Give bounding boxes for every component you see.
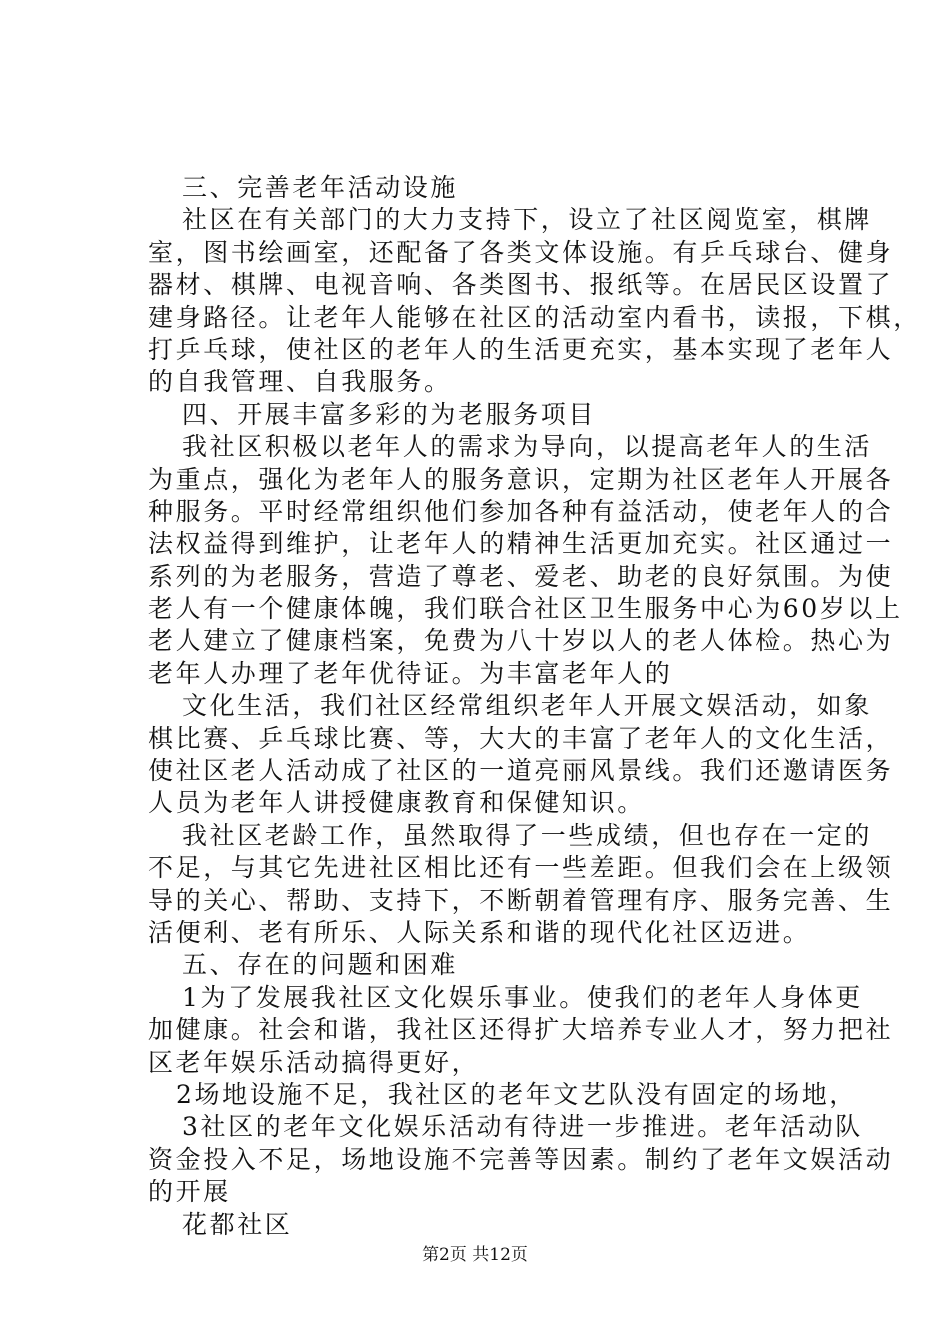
paragraph-line: 建身路径。让老年人能够在社区的活动室内看书，读报，下棋， xyxy=(148,302,921,332)
paragraph-line: 室，图书绘画室，还配备了各类文体设施。有乒乓球台、健身 xyxy=(148,237,894,267)
paragraph-line: 打乒乓球，使社区的老年人的生活更充实，基本实现了老年人 xyxy=(148,334,894,364)
paragraph-line: 老人有一个健康体魄，我们联合社区卫生服务中心为60岁以上 xyxy=(148,594,903,624)
document-body xyxy=(148,172,921,1241)
paragraph-line: 使社区老人活动成了社区的一道亮丽风景线。我们还邀请医务 xyxy=(148,756,894,786)
paragraph-line: 我社区老龄工作，虽然取得了一些成绩，但也存在一定的 xyxy=(182,820,873,850)
paragraph-line: 区老年娱乐活动搞得更好， xyxy=(148,1047,480,1077)
section-heading: 四、开展丰富多彩的为老服务项目 xyxy=(182,399,597,429)
paragraph-line: 老年人办理了老年优待证。为丰富老年人的 xyxy=(148,658,673,688)
paragraph-line: 我社区积极以老年人的需求为导向，以提高老年人的生活 xyxy=(182,432,873,462)
paragraph-line: 器材、棋牌、电视音响、各类图书、报纸等。在居民区设置了 xyxy=(148,270,894,300)
paragraph-line: 的开展 xyxy=(148,1177,231,1207)
paragraph-line: 棋比赛、乒乓球比赛、等，大大的丰富了老年人的文化生活， xyxy=(148,723,894,753)
paragraph-line: 社区在有关部门的大力支持下，设立了社区阅览室，棋牌 xyxy=(182,205,873,235)
paragraph-line: 种服务。平时经常组织他们参加各种有益活动，使老年人的合 xyxy=(148,496,894,526)
section-heading: 三、完善老年活动设施 xyxy=(182,173,459,202)
paragraph-line: 不足，与其它先进社区相比还有一些差距。但我们会在上级领 xyxy=(148,853,894,883)
signature-line: 花都社区 xyxy=(182,1209,293,1239)
paragraph-line: 系列的为老服务，营造了尊老、爱老、助老的良好氛围。为使 xyxy=(148,561,894,591)
paragraph-line: 人员为老年人讲授健康教育和保健知识。 xyxy=(148,788,645,818)
page-footer: 第2页 共12页 xyxy=(422,1245,528,1265)
paragraph-line: 的自我管理、自我服务。 xyxy=(148,367,452,397)
paragraph-line: 为重点，强化为老年人的服务意识，定期为社区老年人开展各 xyxy=(148,464,894,494)
paragraph-line: 活便利、老有所乐、人际关系和谐的现代化社区迈进。 xyxy=(148,917,811,947)
paragraph-line: 文化生活，我们社区经常组织老年人开展文娱活动，如象 xyxy=(182,691,873,721)
paragraph-line: 加健康。社会和谐，我社区还得扩大培养专业人才，努力把社 xyxy=(148,1015,894,1045)
paragraph-line: 法权益得到维护，让老年人的精神生活更加充实。社区通过一 xyxy=(148,529,894,559)
section-heading: 五、存在的问题和困难 xyxy=(182,950,459,980)
paragraph-line: 老人建立了健康档案，免费为八十岁以人的老人体检。热心为 xyxy=(148,626,894,656)
paragraph-line: 2场地设施不足，我社区的老年文艺队没有固定的场地， xyxy=(176,1079,857,1109)
paragraph-line: 1为了发展我社区文化娱乐事业。使我们的老年人身体更 xyxy=(182,982,863,1012)
paragraph-line: 导的关心、帮助、支持下，不断朝着管理有序、服务完善、生 xyxy=(148,885,894,915)
paragraph-line: 资金投入不足，场地设施不完善等因素。制约了老年文娱活动 xyxy=(148,1144,894,1174)
paragraph-line: 3社区的老年文化娱乐活动有待进一步推进。老年活动队 xyxy=(182,1112,863,1142)
